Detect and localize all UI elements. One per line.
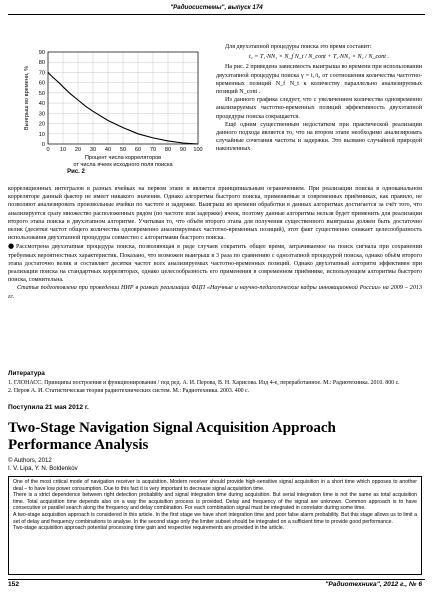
y-tick-label: 0	[41, 142, 45, 148]
x-tick-label: 100	[193, 147, 203, 153]
figure-caption: Рис. 2	[67, 169, 85, 175]
bullet-icon: ●	[8, 242, 15, 251]
footer-rule	[8, 579, 425, 580]
abstract-paragraph: One of the most critical mode of navigation receiver is acquisition. Modern receiver should provide high-sensitive signal acquisition in a short time which opposes to another deal – to have low power consumption. Due to this fact it is very important to decrease signal acquisition time.	[13, 479, 417, 492]
x-tick-label: 0	[46, 147, 50, 153]
abstract-paragraph: Two-stage acquisition approach potential processing time gain and respective requirements are provided in the article.	[13, 525, 285, 532]
paragraph: Из данного графика следует, что с увеличением количества одновременно анализируемых частотно-временных позиций эффективность двухэтапной процедуры поиска сокращается.	[216, 97, 422, 120]
x-tick-label: 70	[149, 147, 157, 153]
copyright: © Authors, 2012	[8, 457, 52, 464]
y-tick-label: 70	[38, 70, 45, 77]
x-tick-label: 60	[134, 147, 142, 153]
journal-info: "Радиотехника", 2012 г., № 6	[325, 581, 422, 588]
paragraph: Для двухэтапной процедуры поиска это время составит:	[225, 44, 372, 50]
right-column-text	[216, 43, 422, 154]
copyright-block	[8, 457, 78, 472]
gain-chart	[8, 48, 216, 178]
y-tick-label: 20	[38, 121, 45, 128]
page-footer	[8, 581, 422, 591]
abstract-paragraph: There is a strict dependence between right detection probability and signal integration time during acquisition. But serial integration time is not the same as total acquisition time. Total acquisition time depends also on a way the acquisition process is provided. Delay and frequency of the signal are unknown. Common approach is to have consecutive or parallel search along the frequency and delay combination. For each combination signal must be integrated in correlator during some time.	[13, 492, 417, 512]
y-tick-label: 10	[38, 131, 45, 138]
y-axis-label: Выигрыш во времени, %	[24, 65, 30, 131]
full-width-text	[8, 185, 422, 301]
x-tick-label: 50	[119, 147, 127, 153]
y-tick-label: 80	[38, 60, 45, 67]
conclusion-text: Рассмотрена двухэтапная процедура поиска, позволяющая в ряде случаев сократить общее время, затрачиваемое на поиск сигнала при сохранении требуемых вероятностных характеристик. Показано, что возможен выигрыш в 3 раза по сравнению с одноэтапной процедурой поиска, однако объём второго этапа достаточно велик и составляет десятки частот всех анализируемых частотно-временных позиций. Однако двухэтапный алгоритм эффективен при реализации поиска на стандартных корреляторах, однако целесообразность его применения в современном приёмнике, использующем алгоритмы быстрого поиска, сомнительна.	[8, 244, 422, 284]
y-tick-label: 60	[38, 80, 45, 87]
article-title: Two-Stage Navigation Signal Acquisition Approach Performance Analysis	[8, 420, 336, 453]
abstract-box	[8, 476, 422, 575]
page-number: 152	[8, 581, 20, 588]
x-tick-label: 20	[74, 147, 82, 153]
funding-note: Статья подготовлена при проведении НИР в рамках реализации ФЦП «Научные и научно-педагогические кадры инновационной России» на 2009 – 2013 гг.	[8, 285, 422, 300]
formula: t₂ = T₁·NN₁ × N_f N_t / N_cont + T₂·NN₂ × N₂ / N_cont .	[248, 54, 390, 61]
x-tick-label: 40	[104, 147, 112, 153]
x-tick-label: 80	[164, 147, 172, 153]
literature-heading: Литература	[8, 370, 45, 377]
x-tick-label: 90	[179, 147, 187, 153]
header-rule	[8, 14, 425, 15]
paragraph: корреляционных интегралов в разных ячейках на первом этапе и является принципиальным ограничением. При реализации поиска в одноканальном корреляторе данный фактор не имеет никакого значения. Однако алгоритмы быстрого поиска, применяемые в современных приёмниках, как правило, не позволяют анализировать произвольные ячейки по частоте и задержке. Выигрыш во времени обработки в данных алгоритмах достигается за счёт того, что анализируется сразу множество расположенных рядом (по частоте или задержке) ячеек, поэтому данные алгоритмы нельзя будет применить для реализации второго этапа поиска в двухэтапном алгоритме. Учитывая то, что объём второго этапа для получения существенного выигрыша должен быть достаточно велик (десятки частот общего количества одновременно анализируемых частотно-временных позиций), этот факт существенно снижает целесообразность использования двухэтапной процедуры совместно с алгоритмами быстрого поиска.	[8, 186, 422, 242]
conclusion-paragraph	[8, 242, 422, 284]
x-tick-label: 30	[89, 147, 97, 153]
y-tick-label: 90	[38, 50, 45, 56]
y-tick-label: 30	[38, 111, 45, 118]
figure-2	[8, 48, 216, 178]
paragraph: На рис. 2 приведена зависимость выигрыша во времени при использовании двухэтапной процедуры поиска γ = t₁/t₂ от соотношения количества частотно-временных позиций N_f N_t к количеству параллельно анализируемых позиций N_cont .	[216, 64, 422, 96]
reference-item: 2. Перов А. И. Статистическая теория радиотехнических систем. М.: Радиотехника. 2003. 400 с.	[8, 387, 250, 394]
abstract-paragraph: A two-stage acquisition approach is considered in this article. In the first stage we have short integration time and poor false alarm probability. But this stage allows us to limit a set of delay and frequency combinations to analyse. In the second stage only the limiter subset should be integrated on a sufficient time to provide good performance.	[13, 511, 417, 525]
x-axis-label-line2: от числа ячеек исходного поля поиска	[73, 162, 173, 168]
authors: I. V. Lipa, Y. N. Boldenkov	[8, 464, 78, 472]
literature-list	[8, 380, 422, 395]
x-tick-label: 10	[59, 147, 67, 153]
paragraph: Ещё одним существенным недостатком при практической реализации данного подхода является то, что на втором этапе необходимо анализировать случайные сочетания частоты и задержки. Это вызвано случайной природой накопленных	[216, 121, 422, 153]
running-header: "Радиосистемы", выпуск 174	[170, 4, 263, 11]
y-tick-label: 50	[38, 90, 45, 97]
y-tick-label: 40	[38, 101, 45, 108]
received-date: Поступила 21 мая 2012 г.	[8, 404, 89, 411]
reference-item: 1. ГЛОНАСС. Принципы построения и функционирования / под ред. А. И. Перова, В. Н. Харисова. Изд 4-е, переработанное. М.: Радиотехника. 2010. 800 с.	[8, 380, 400, 386]
x-axis-label-line1: Процент числа корреляторов	[84, 155, 162, 161]
